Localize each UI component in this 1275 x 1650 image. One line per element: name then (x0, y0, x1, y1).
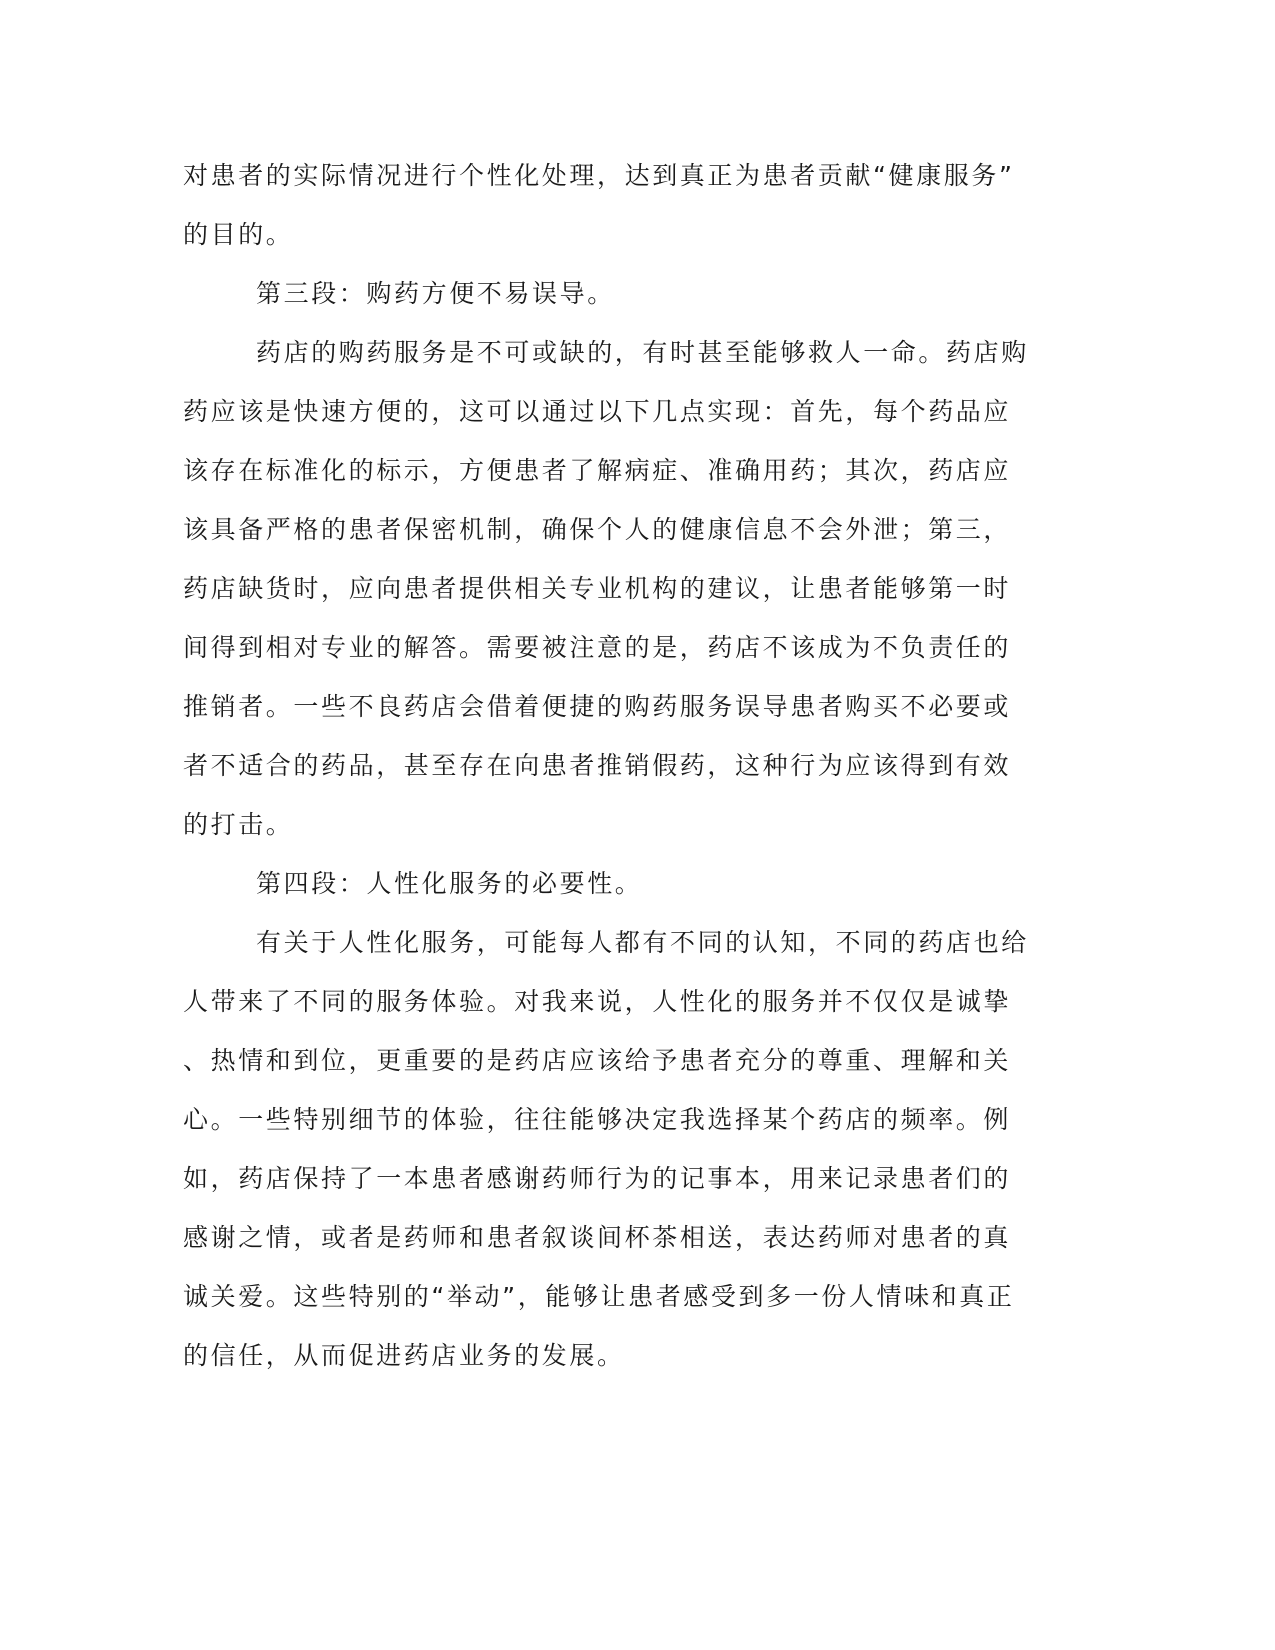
text-line: 对患者的实际情况进行个性化处理，达到真正为患者贡献“健康服务” (183, 161, 1015, 190)
text-line: 、热情和到位，更重要的是药店应该给予患者充分的尊重、理解和关 (183, 1046, 1012, 1075)
text-line: 者不适合的药品，甚至存在向患者推销假药，这种行为应该得到有效 (183, 751, 1012, 780)
text-line: 药店缺货时，应向患者提供相关专业机构的建议，让患者能够第一时 (183, 574, 1012, 603)
text-line: 诚关爱。这些特别的“举动”，能够让患者感受到多一份人情味和真正 (183, 1282, 1015, 1311)
text-line: 推销者。一些不良药店会借着便捷的购药服务误导患者购买不必要或 (183, 692, 1012, 721)
text-line: 药店的购药服务是不可或缺的，有时甚至能够救人一命。药店购 (256, 338, 1029, 367)
text-line: 的打击。 (183, 810, 294, 839)
text-line: 有关于人性化服务，可能每人都有不同的认知，不同的药店也给 (256, 928, 1029, 957)
text-line: 该具备严格的患者保密机制，确保个人的健康信息不会外泄；第三， (183, 515, 1012, 544)
text-line: 的目的。 (183, 220, 294, 249)
section-heading: 第三段：购药方便不易误导。 (256, 279, 615, 308)
text-line: 药应该是快速方便的，这可以通过以下几点实现：首先，每个药品应 (183, 397, 1012, 426)
section-heading: 第四段：人性化服务的必要性。 (256, 869, 643, 898)
text-line: 间得到相对专业的解答。需要被注意的是，药店不该成为不负责任的 (183, 633, 1012, 662)
text-line: 的信任，从而促进药店业务的发展。 (183, 1341, 625, 1370)
text-line: 感谢之情，或者是药师和患者叙谈间杯茶相送，表达药师对患者的真 (183, 1223, 1012, 1252)
text-line: 心。一些特别细节的体验，往往能够决定我选择某个药店的频率。例 (183, 1105, 1012, 1134)
text-line: 人带来了不同的服务体验。对我来说，人性化的服务并不仅仅是诚挚 (183, 987, 1012, 1016)
text-line: 该存在标准化的标示，方便患者了解病症、准确用药；其次，药店应 (183, 456, 1012, 485)
text-line: 如，药店保持了一本患者感谢药师行为的记事本，用来记录患者们的 (183, 1164, 1012, 1193)
